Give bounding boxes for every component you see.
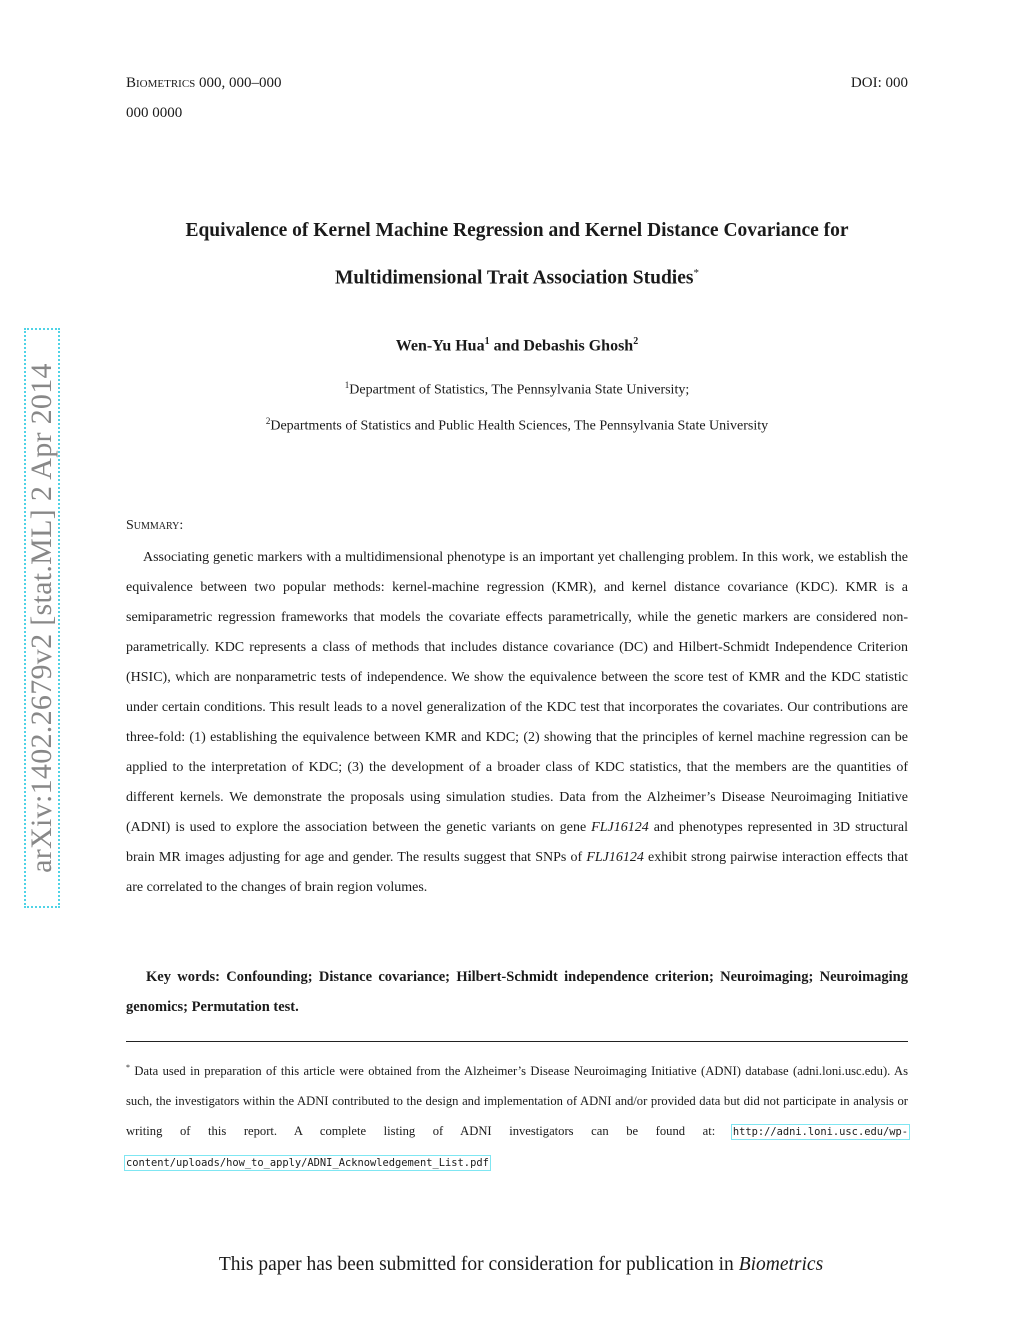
affiliation-1	[100, 380, 934, 399]
affiliation-2-mark: 2	[265, 416, 271, 426]
gene-name-1: FLJ16124	[591, 820, 649, 835]
author-2: Debashis Ghosh	[523, 337, 634, 355]
doi-label: DOI: 000	[850, 75, 908, 91]
title-line-2-text: Multidimensional Trait Association Studies	[335, 267, 694, 289]
summary-text-part-1: Associating genetic markers with a multidimensional phenotype is an important yet challenging problem. In this work, we establish the equivalence between two popular methods: kernel-machine regression (KMR), and kernel distance covariance (KDC). KMR is a semiparametric regression frameworks that models the covariate effects parametrically, while the genetic markers are considered non-parametrically. KDC represents a class of methods that includes distance covariance (DC) and Hilbert-Schmidt Independence Criterion (HSIC), which are nonparametric tests of independence. We show the equivalence between the score test of KMR and the KDC statistic under certain conditions. This result leads to a novel generalization of the KDC test that incorporates the covariates. Our contributions are three-fold: (1) establishing the equivalence between KMR and KDC; (2) showing that the principles of kernel machine regression can be applied to the interpretation of KDC; (3) the development of a broader class of KDC statistics, that the members are the quantities of different kernels. We demonstrate the proposals using simulation studies. Data from the Alzheimer’s Disease Neuroimaging Initiative (ADNI) is used to explore the association between the genetic variants on gene	[126, 550, 908, 835]
summary-heading: Summary:	[126, 518, 184, 533]
summary-text-part-3: exhibit strong pairwise interaction effects that are correlated to the changes of brain region volumes.	[126, 850, 909, 895]
submission-note-text: This paper has been submitted for consideration for publication in	[218, 1254, 739, 1275]
title-line-2	[100, 252, 934, 300]
arxiv-identifier-stamp[interactable]: arXiv:1402.2679v2 [stat.ML] 2 Apr 2014	[24, 328, 60, 908]
footnote-divider	[126, 1041, 908, 1042]
submission-journal: Biometrics	[738, 1254, 824, 1275]
submission-note	[100, 1254, 942, 1276]
affiliation-2-text: Departments of Statistics and Public Health Sciences, The Pennsylvania State University	[270, 418, 769, 434]
author-conjunction: and	[489, 337, 524, 355]
journal-header: Biometrics 000, 000–000	[126, 75, 282, 91]
summary-paragraph	[126, 543, 908, 903]
title-line-1: Equivalence of Kernel Machine Regression and Kernel Distance Covariance for	[185, 220, 849, 241]
keywords: Key words: Confounding; Distance covariance; Hilbert-Schmidt independence criterion; Neuroimaging; Neuroimaging genomics; Permutation test.	[126, 969, 908, 1015]
acknowledgement-list-link[interactable]: http://adni.loni.usc.edu/wp-content/uploads/how_to_apply/ADNI_Acknowledgement_List.pdf	[126, 1126, 908, 1170]
affiliation-1-text: Department of Statistics, The Pennsylvania State University;	[349, 382, 690, 398]
title-footnote-mark[interactable]: *	[693, 267, 699, 279]
footnote	[126, 1053, 908, 1178]
footnote-text: Data used in preparation of this article were obtained from the Alzheimer’s Disease Neuroimaging Initiative (ADNI) database (adni.loni.usc.edu). As such, the investigators within the ADNI contributed to the design and implementation of ADNI and/or provided data but did not participate in analysis or writing of this report. A complete listing of ADNI investigators can be found at:	[126, 1064, 908, 1139]
footnote-mark: *	[126, 1063, 130, 1072]
paper-title	[100, 210, 934, 300]
affiliation-1-mark: 1	[344, 380, 350, 390]
author-1-affil-mark: 1	[484, 336, 490, 347]
gene-name-2: FLJ16124	[586, 850, 644, 865]
issn-label: 000 0000	[126, 105, 183, 121]
author-list	[100, 336, 934, 355]
affiliation-2	[100, 416, 934, 435]
author-2-affil-mark: 2	[633, 336, 639, 347]
author-1: Wen-Yu Hua	[395, 337, 485, 355]
summary-text-part-2: and phenotypes represented in 3D structural brain MR images adjusting for age and gender. The results suggest that SNPs of	[126, 820, 908, 865]
